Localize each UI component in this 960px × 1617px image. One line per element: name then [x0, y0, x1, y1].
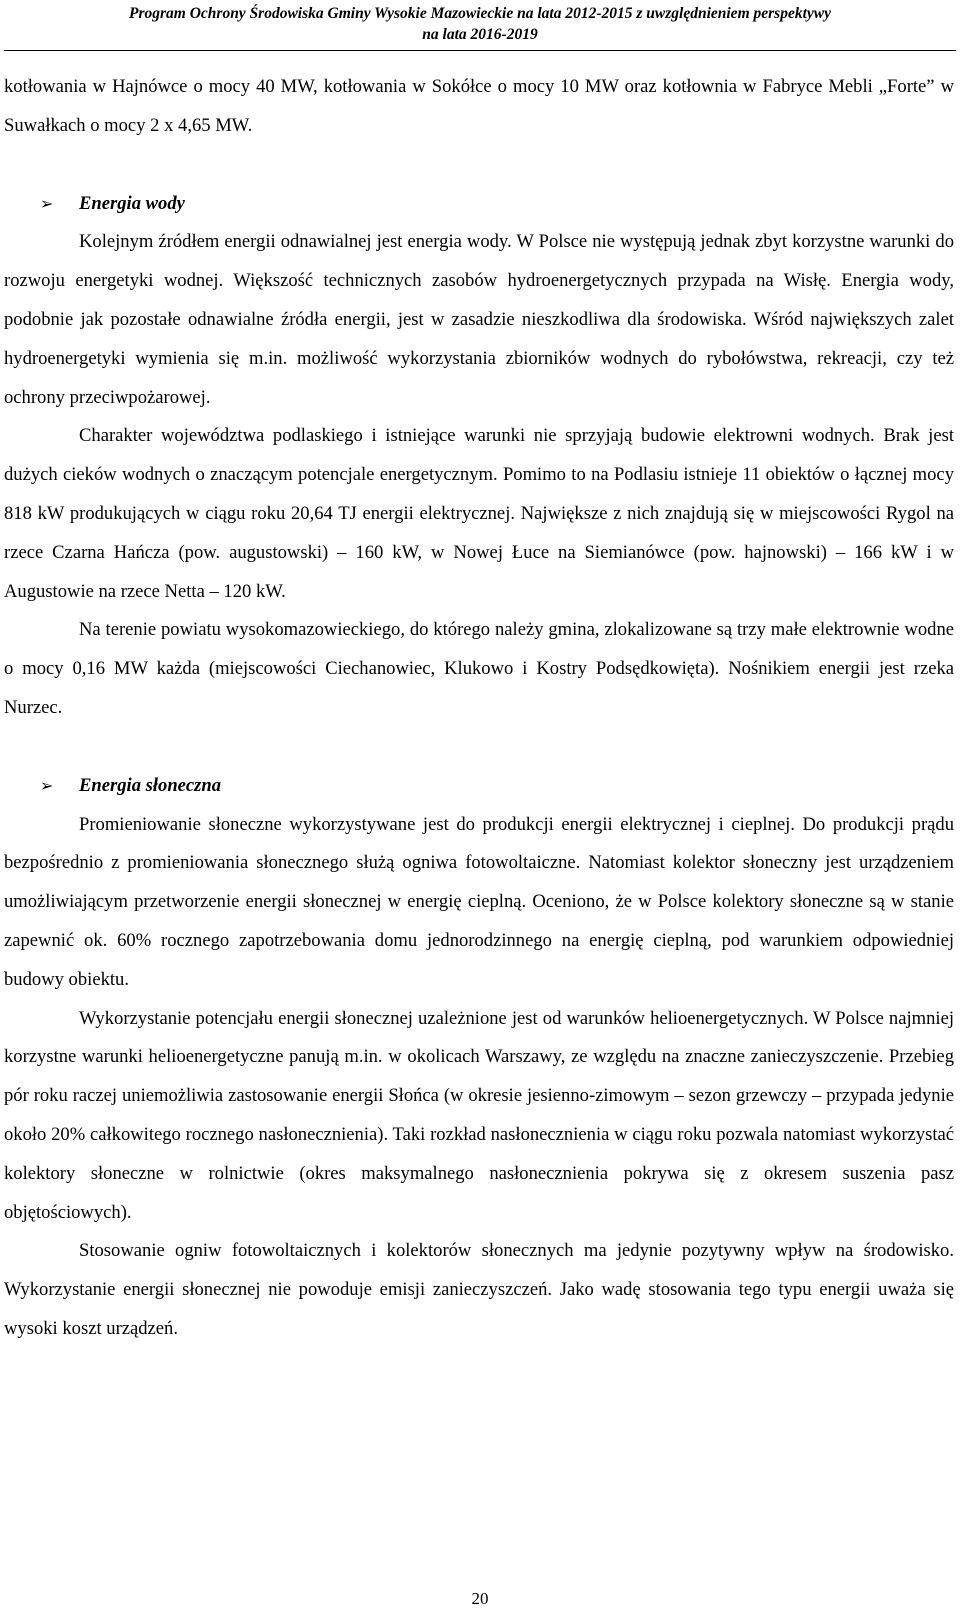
- paragraph: Promieniowanie słoneczne wykorzystywane jest do produkcji energii elektrycznej i cieplnej. Do produkcji prądu bezpośrednio z promieniowania słonecznego służą ogniwa fotowoltaiczne. Natomiast kolektor słoneczny jest urządzeniem umożliwiającym przetworzenie energii słonecznej w energię cieplną. Oceniono, że w Polsce kolektory słoneczne są w stanie zapewnić ok. 60% rocznego zapotrzebowania domu jednorodzinnego na energię cieplną, pod warunkiem odpowiedniej budowy obiektu.: [4, 813, 954, 990]
- section-heading-solar: [4, 767, 954, 806]
- arrow-bullet-icon: ➢: [40, 193, 54, 213]
- section-heading-water: [4, 185, 954, 224]
- section-title: Energia słoneczna: [79, 774, 222, 796]
- running-header: [0, 0, 960, 45]
- page-body: [4, 68, 954, 1349]
- page-number: 20: [471, 1589, 489, 1608]
- header-divider: [4, 50, 956, 51]
- header-line-2: na lata 2016-2019: [422, 26, 538, 43]
- paragraph: Kolejnym źródłem energii odnawialnej jest energia wody. W Polsce nie występują jednak zbyt korzystne warunki do rozwoju energetyki wodnej. Większość technicznych zasobów hydroenergetycznych przypada na Wisłę. Energia wody, podobnie jak pozostałe odnawialne źródła energii, jest w zasadzie nieszkodliwa dla środowiska. Wśród największych zalet hydroenergetyki wymienia się m.in. możliwość wykorzystania zbiorników wodnych do rybołówstwa, rekreacji, czy też ochrony przeciwpożarowej.: [4, 231, 954, 408]
- arrow-bullet-icon: ➢: [40, 775, 54, 795]
- spacer: [4, 146, 954, 185]
- paragraph: Wykorzystanie potencjału energii słonecznej uzależnione jest od warunków helioenergetycznych. W Polsce najmniej korzystne warunki helioenergetyczne panują m.in. w okolicach Warszawy, ze względu na znaczne zanieczyszczenie. Przebieg pór roku raczej uniemożliwia zastosowanie energii Słońca (w okresie jesienno-zimowym – sezon grzewczy – przypada jedynie około 20% całkowitego rocznego nasłonecznienia). Taki rozkład nasłonecznienia w ciągu roku pozwala natomiast wykorzystać kolektory słoneczne w rolnictwie (okres maksymalnego nasłonecznienia pokrywa się z okresem suszenia pasz objętościowych).: [4, 1007, 954, 1223]
- paragraph: Na terenie powiatu wysokomazowieckiego, do którego należy gmina, zlokalizowane są trzy małe elektrownie wodne o mocy 0,16 MW każda (miejscowości Ciechanowiec, Klukowo i Kostry Podsędkowięta). Nośnikiem energii jest rzeka Nurzec.: [4, 619, 954, 718]
- paragraph: Charakter województwa podlaskiego i istniejące warunki nie sprzyjają budowie elektrowni wodnych. Brak jest dużych cieków wodnych o znaczącym potencjale energetycznym. Pomimo to na Podlasiu istnieje 11 obiektów o łącznej mocy 818 kW produkujących w ciągu roku 20,64 TJ energii elektrycznej. Największe z nich znajdują się w miejscowości Rygol na rzece Czarna Hańcza (pow. augustowski) – 160 kW, w Nowej Łuce na Siemianówce (pow. hajnowski) – 166 kW i w Augustowie na rzece Netta – 120 kW.: [4, 425, 954, 602]
- spacer: [4, 728, 954, 767]
- section-title: Energia wody: [79, 192, 185, 214]
- intro-paragraph: kotłowania w Hajnówce o mocy 40 MW, kotłowania w Sokółce o mocy 10 MW oraz kotłownia w Fabryce Mebli „Forte” w Suwałkach o mocy 2 x 4,65 MW.: [4, 76, 954, 136]
- header-line-1: Program Ochrony Środowiska Gminy Wysokie Mazowieckie na lata 2012-2015 z uwzględnieniem perspektywy: [129, 5, 831, 22]
- paragraph: Stosowanie ogniw fotowoltaicznych i kolektorów słonecznych ma jedynie pozytywny wpływ na środowisko. Wykorzystanie energii słonecznej nie powoduje emisji zanieczyszczeń. Jako wadę stosowania tego typu energii uważa się wysoki koszt urządzeń.: [4, 1240, 954, 1339]
